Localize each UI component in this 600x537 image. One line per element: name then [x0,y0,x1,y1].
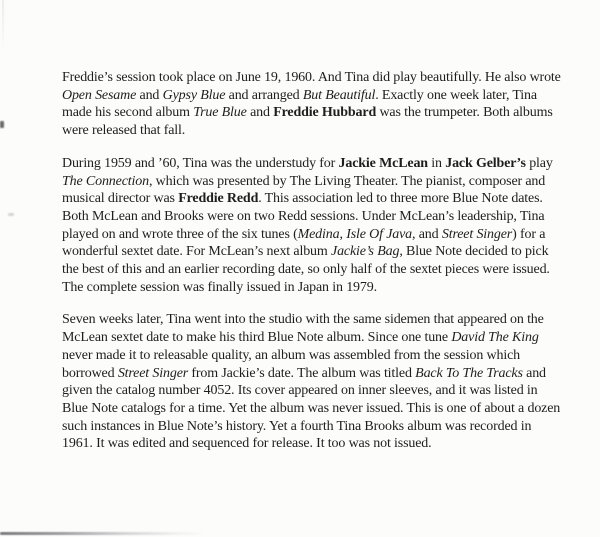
text-line: The complete session was finally issued in Japan in 1979. [62,279,377,295]
scan-edge-artifact [2,0,4,52]
scan-speck [8,213,14,216]
text-line: 1961. It was edited and sequenced for release. It too was not issued. [62,436,432,452]
text-line: were released that fall. [62,123,186,139]
text-line: such instances in Blue Note’s history. Yet a fourth Tina Brooks album was recorded in [62,418,532,434]
text-line: Blue Note catalogs for a time. Yet the album was never issued. This is one of about a dozen [62,400,561,416]
text-line: borrowed Street Singer from Jackie’s date. The album was titled Back To The Tracks and [62,365,546,381]
text-line: Open Sesame and Gypsy Blue and arranged But Beautiful. Exactly one week later, Tina [62,87,537,103]
text-line: The Connection, which was presented by The Living Theater. The pianist, composer and [62,173,546,189]
scan-speck [0,121,4,128]
text-line: McLean sextet date to make his third Blue Note album. Since one tune David The King [62,330,539,346]
paragraph [62,69,564,140]
text-line: Both McLean and Brooks were on two Redd sessions. Under McLean’s leadership, Tina [62,208,545,224]
page-text [62,69,564,468]
text-line: Freddie’s session took place on June 19, 1960. And Tina did play beautifully. He also wrote [62,70,561,85]
text-line: never made it to releasable quality, an album was assembled from the session which [62,347,520,363]
paragraph [62,311,564,453]
text-line: During 1959 and ’60, Tina was the understudy for Jackie McLean in Jack Gelber’s play [62,155,553,171]
text-line: given the catalog number 4052. Its cover appeared on inner sleeves, and it was listed in [62,383,538,399]
text-line: musical director was Freddie Redd. This association led to three more Blue Note dates. [62,191,543,207]
text-line: Seven weeks later, Tina went into the studio with the same sidemen that appeared on the [62,312,544,328]
text-line: played on and wrote three of the six tunes (Medina, Isle Of Java, and Street Singer) for a [62,226,546,242]
paragraph [62,155,564,297]
text-line: the best of this and an earlier recording date, so only half of the sextet pieces were issued. [62,262,550,278]
text-line: made his second album True Blue and Freddie Hubbard was the trumpeter. Both albums [62,105,553,121]
scan-bottom-edge-artifact [0,532,205,535]
text-line: wonderful sextet date. For McLean’s next album Jackie’s Bag, Blue Note decided to pick [62,244,549,260]
